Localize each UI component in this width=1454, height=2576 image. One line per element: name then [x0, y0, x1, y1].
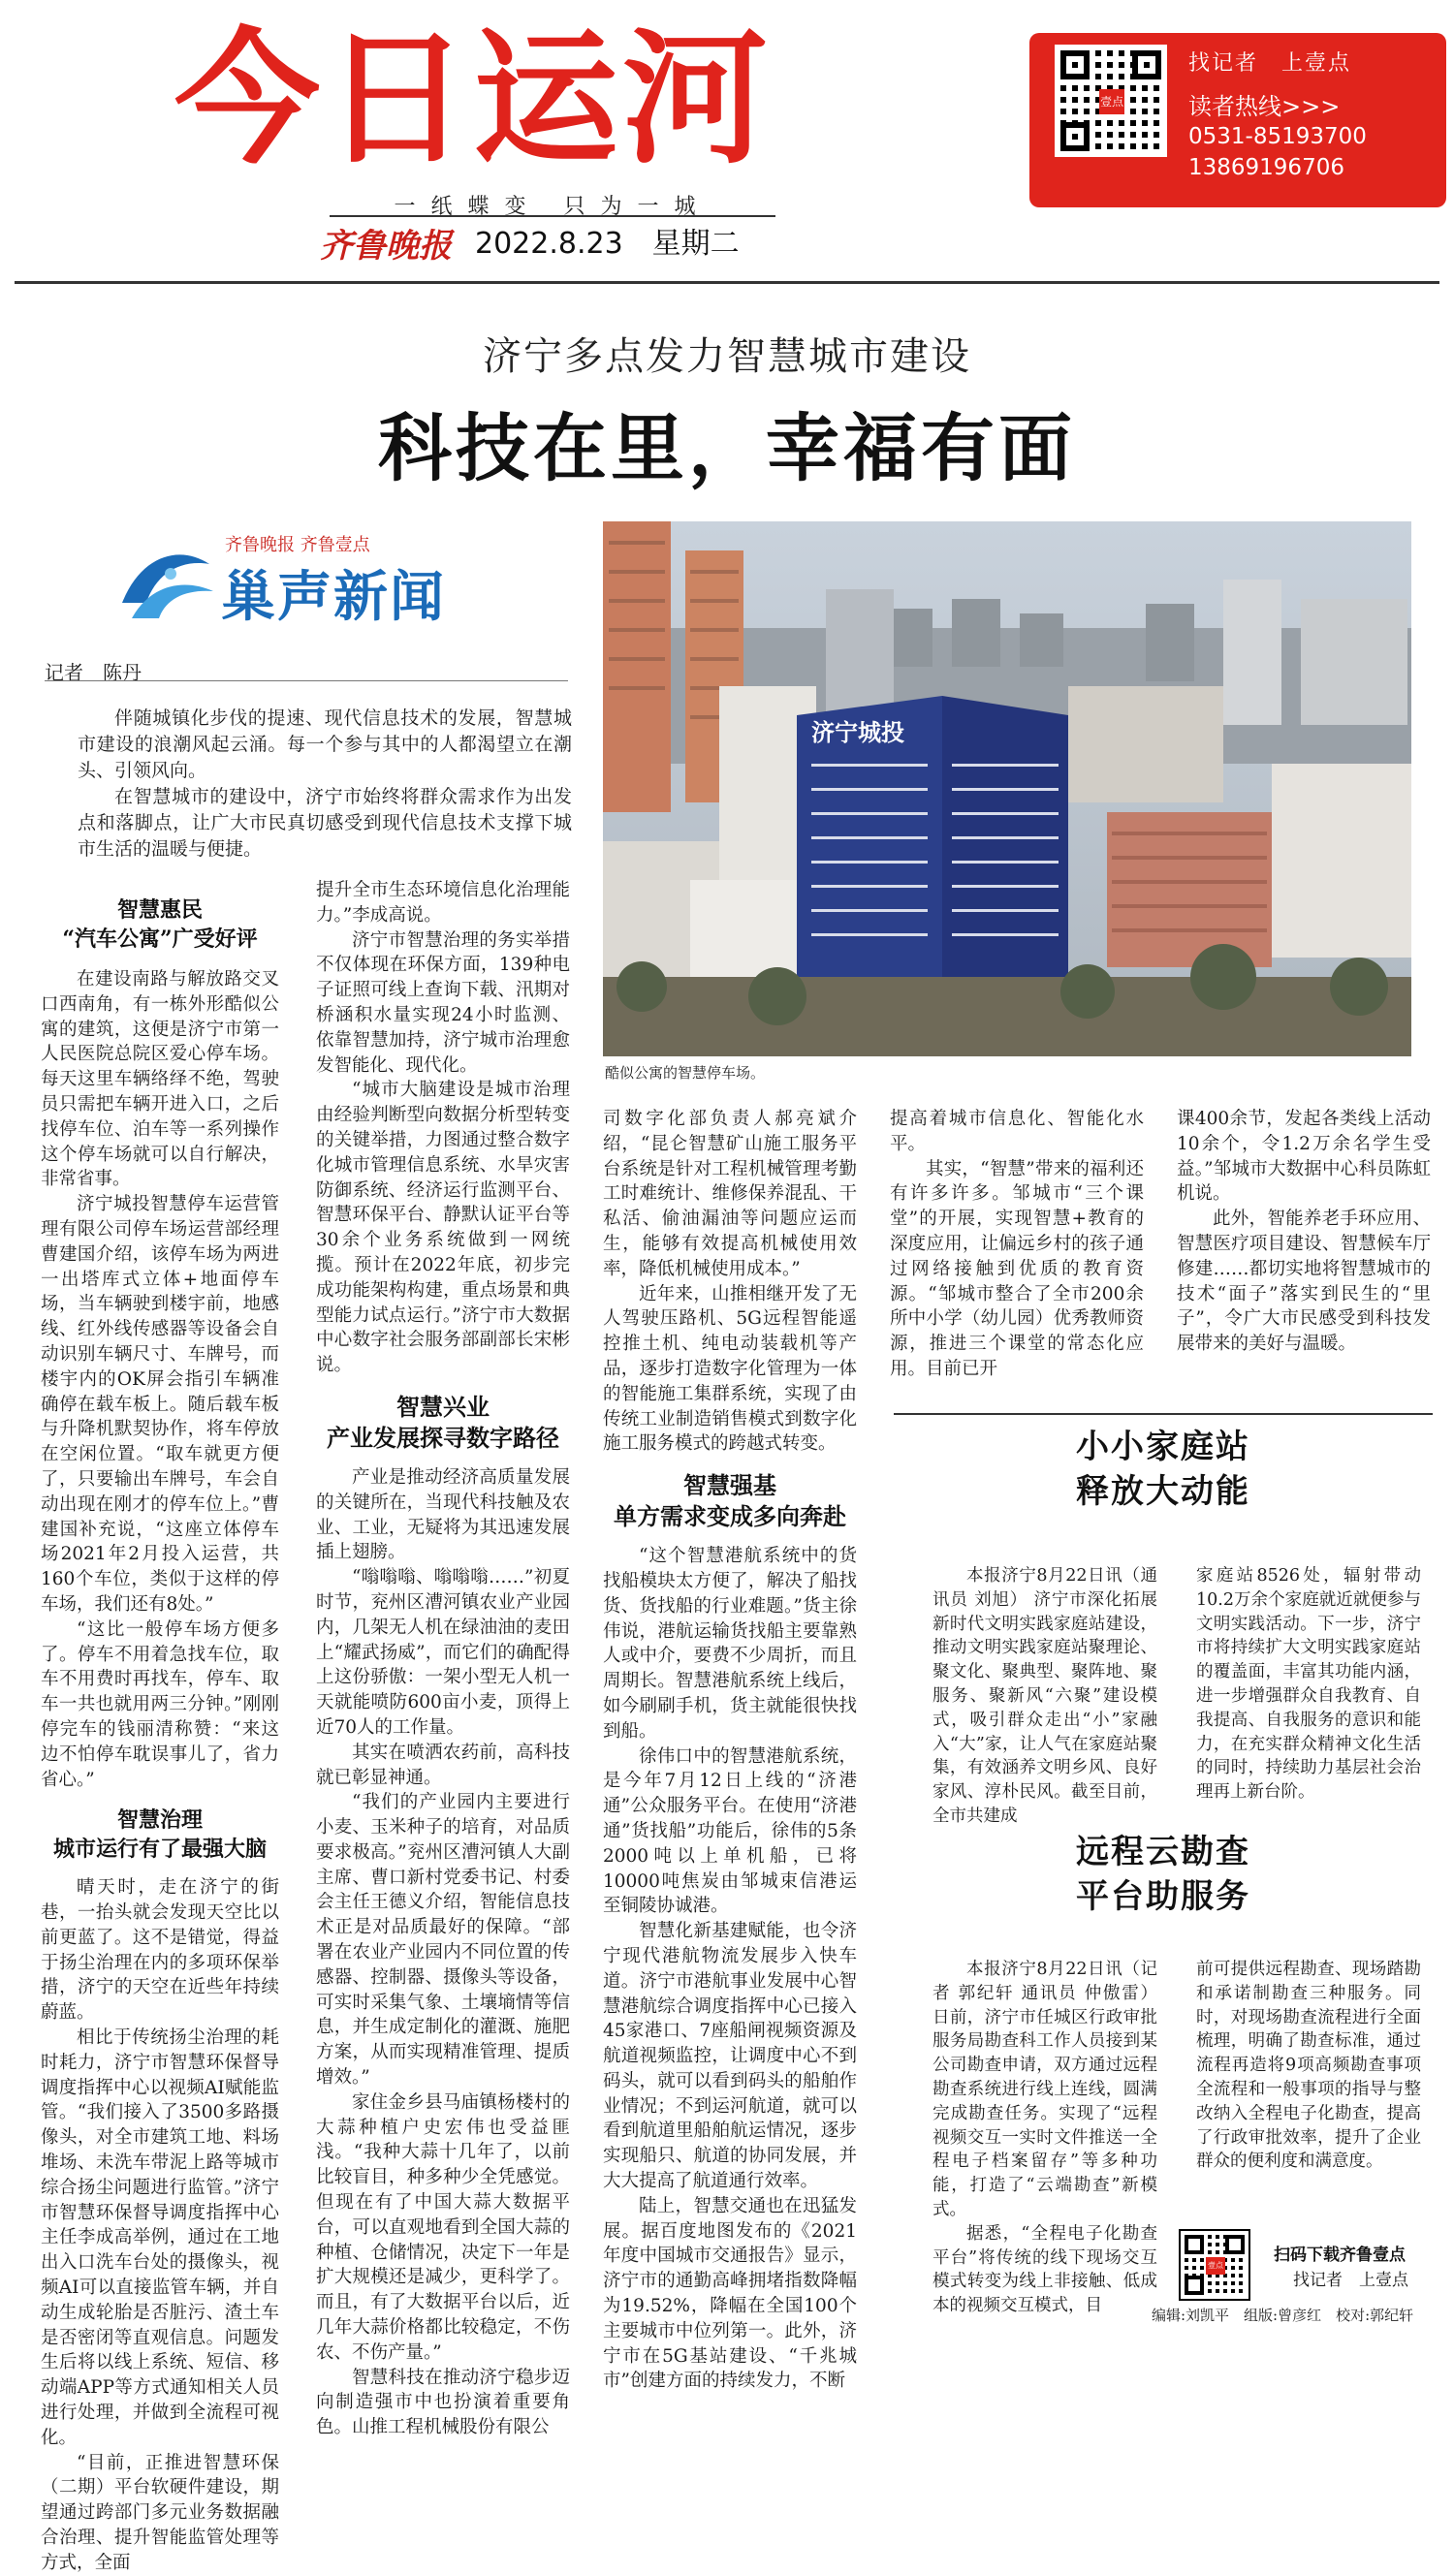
lead-paragraph: 在智慧城市的建设中，济宁市始终将群众需求作为出发点和落脚点，让广大市民真切感受到现代信息技术支撑下城市生活的温暖与便捷。 — [78, 786, 572, 860]
section-subhead — [41, 895, 279, 954]
parking-photo — [603, 521, 1411, 1056]
side2-col-right — [1196, 1958, 1421, 2174]
column-3 — [603, 1107, 857, 2394]
article-paragraph: 济宁市智慧治理的务实举措不仅体现在环保方面，139种电子证照可线上查询下载、汛期对桥涵积水量实现24小时监测、依靠智慧加持，济宁城市治理愈发智能化、现代化。 — [316, 929, 570, 1076]
column-1 — [41, 895, 279, 2576]
side-headline-line: 小小家庭站 — [1076, 1428, 1250, 1466]
article-paragraph: 陆上，智慧交通也在迅猛发展。据百度地图发布的《2021年度中国城市交通报告》显示，济宁市的通勤高峰拥堵指数降幅为19.52%，降幅在全国100个主要城市中位列第一。此外，济宁市在5G基站建设、“千兆城市”创建方面的持续发力，不断 — [603, 2195, 857, 2392]
side2-col-left — [932, 1958, 1157, 2318]
article-paragraph: 前可提供远程勘查、现场踏勘和承诺制勘查三种服务。同时，对现场勘查流程进行全面梳理，明确了勘查标准，通过流程再造将9项高频勘查事项全流程和一般事项的指导与整改纳入全程电子化勘查，提高了行政审批效率，提升了企业群众的便利度和满意度。 — [1196, 1960, 1421, 2172]
article-paragraph: 徐伟口中的智慧港航系统，是今年7月12日上线的“济港通”公众服务平台。在使用“济港通”货找船”功能后，徐伟的5条2000吨以上单机船，已将10000吨焦炭由邹城束信港运至铜陵协诚港。 — [603, 1745, 857, 1917]
masthead-rule — [15, 281, 1439, 284]
column-2 — [316, 878, 570, 2440]
section-subhead — [41, 1806, 279, 1864]
article-paragraph: “这比一般停车场方便多了。停车不用着急找车位，取车不用费时再找车，停车、取车一共也就用两三分钟。”刚刚停完车的钱丽清称赞：“来这边不怕停车耽误事儿了，省力省心。” — [41, 1618, 279, 1790]
subhead-line: 产业发展探寻数字路径 — [327, 1423, 559, 1452]
article-paragraph: 提高着城市信息化、智能化水平。 — [890, 1109, 1144, 1154]
headline-kicker: 济宁多点发力智慧城市建设 — [483, 334, 971, 379]
side-headline-line: 平台助服务 — [1076, 1877, 1250, 1916]
column-logo-name: 巢声新闻 — [221, 566, 446, 629]
subhead-line: 智慧强基 — [683, 1471, 776, 1500]
wave-logo-icon — [112, 535, 219, 628]
article-paragraph: 产业是推动经济高质量发展的关键所在，当现代科技触及农业、工业，无疑将为其迅速发展插上翅膀。 — [316, 1466, 570, 1563]
side1-col-right — [1196, 1564, 1421, 1805]
article-paragraph: “我们的产业园内主要进行小麦、玉米种子的培育，对品质要求极高。”兖州区漕河镇人大副主席、曹口新村党委书记、村委会主任王德义介绍，智能信息技术正是对品质最好的保障。“部署在农业产业园内不同位置的传感器、控制器、摄像头等设备，可实时采集气象、土壤墒情等信息，并生成定制化的灌溉、施肥方案，从而实现精准管理、提质增效。” — [316, 1792, 570, 2089]
column-5 — [1177, 1107, 1431, 1357]
qr-logo: 壹点 — [1206, 2257, 1225, 2275]
hotline-phone-1[interactable]: 0531-85193700 — [1188, 124, 1367, 149]
article-paragraph: 晴天时，走在济宁的街巷，一抬头就会发现天空比以前更蓝了。这不是错觉，得益于扬尘治理在内的多项环保举措，济宁的天空在近些年持续蔚蓝。 — [41, 1877, 279, 2024]
masthead-slogan: 一纸蝶变 只为一城 — [394, 195, 711, 219]
section-subhead — [603, 1470, 857, 1532]
subhead-line: 智慧兴业 — [396, 1392, 490, 1421]
subhead-line: 单方需求变成多向奔赴 — [614, 1502, 846, 1531]
article-paragraph: 相比于传统扬尘治理的耗时耗力，济宁市智慧环保督导调度指挥中心以视频AI赋能监管。“我们接入了3500多路摄像头，对全市建筑工地、料场堆场、未洗车带泥上路等城市综合扬尘问题进行监管。”济宁市智慧环保督导调度指挥中心主任李成高举例，通过在工地出入口洗车台处的摄像头，视频AI可以直接监管车辆，并自动生成轮胎是否脏污、渣土车是否密闭等直观信息。问题发生后将以线上系统、短信、移动端APP等方式通知相关人员进行处理，并做到全流程可视化。 — [41, 2027, 279, 2448]
masthead-title: 今日运河 — [174, 16, 773, 184]
side-headline-line: 远程云勘查 — [1076, 1833, 1250, 1871]
subhead-line: 智慧惠民 — [116, 897, 203, 923]
main-headline: 科技在里，幸福有面 — [378, 405, 1076, 491]
article-paragraph: 在建设南路与解放路交叉口西南角，有一栋外形酷似公寓的建筑，这便是济宁市第一人民医院总院区爱心停车场。每天这里车辆络绎不绝，驾驶员只需把车辆开进入口，之后找停车位、泊车等一系列操作这个停车场就可以自行解决，非常省事。 — [41, 969, 279, 1190]
article-paragraph: 本报济宁8月22日讯（通讯员 刘旭） 济宁市深化拓展新时代文明实践家庭站建设，推动文明实践家庭站聚理论、聚文化、聚典型、聚阵地、聚服务、聚新风“六聚”建设模式，吸引群众走出“小”家融入“大”家，让人气在家庭站聚集，有效涵养文明乡风、良好家风、淳朴民风。截至目前，全市共建成 — [932, 1566, 1157, 1826]
side-headline — [894, 1830, 1433, 1919]
hotline-label: 读者热线>>> — [1188, 93, 1341, 120]
article-paragraph: 家住金乡县马庙镇杨楼村的大蒜种植户史宏伟也受益匪浅。“我种大蒜十几年了，以前比较盲目，种多种少全凭感觉。但现在有了中国大蒜大数据平台，可以直观地看到全国大蒜的种植、仓储情况，决定下一年是扩大规模还是减少，更科学了。而且，有了大数据平台以后，近几年大蒜价格都比较稳定，不伤农、不伤产量。” — [316, 2091, 570, 2363]
subhead-line: 智慧治理 — [116, 1807, 203, 1834]
article-paragraph: 济宁城投智慧停车运营管理有限公司停车场运营部经理曹建国介绍，该停车场为两进一出塔库式立体+地面停车场，当车辆驶到楼宇前，地感线、红外线传感器等设备会自动识别车辆尺寸、车牌号，而楼宇内的OK屏会指引车辆准确停在载车板上。随后载车板与升降机默契协作，将车停放在空闲位置。“取车就更方便了，只要输出车牌号，车会自动出现在刚才的停车位上。”曹建国补充说，“这座立体停车场2021年2月投入运营，共160个车位，类似于这样的停车场，我们还有8处。” — [41, 1194, 279, 1615]
article-paragraph: “目前，正推进智慧环保（二期）平台软硬件建设，期望通过跨部门多元业务数据融合治理、提升智能监管处理等方式，全面 — [41, 2452, 279, 2573]
article-paragraph: 家庭站8526处，辐射带动10.2万余个家庭就近就便参与文明实践活动。下一步，济宁市将持续扩大文明实践家庭站的覆盖面，丰富其功能内涵，进一步增强群众自我教育、自我提高、自我服务的意识和能力，在充实群众精神文化生活的同时，持续助力基层社会治理再上新台阶。 — [1196, 1566, 1421, 1803]
article-paragraph: 其实，“智慧”带来的福利还有许多许多。邹城市“三个课堂”的开展，实现智慧+教育的深度应用，让偏远乡村的孩子通过网络接触到优质的教育资源。“邹城市整合了全市200余所中小学（幼儿园）优秀教师资源，推进三个课堂的常态化应用。目前已开 — [890, 1158, 1144, 1379]
editor-credits: 编辑:刘凯平 组版:曾彦红 校对:郭纪轩 — [1152, 2307, 1414, 2324]
download-qr-icon[interactable] — [1179, 2229, 1250, 2301]
side1-col-left — [932, 1564, 1157, 1829]
article-paragraph: 据悉，“全程电子化勘查平台”将传统的线下现场交互模式转变为线上非接触、低成本的视频交互模式，目 — [932, 2223, 1157, 2316]
article-paragraph: 本报济宁8月22日讯（记者 郭纪轩 通讯员 仲傲雷） 日前，济宁市任城区行政审批服务局勘查科工作人员接到某公司勘查申请，双方通过远程勘查系统进行线上连线，圆满完成勘查任务。实现了“远程视频交互一实时文件推送一全程电子档案留存”等多种功能，打造了“云端勘查”新模式。 — [932, 1960, 1157, 2219]
logo-brand: 齐鲁晚报 齐鲁壹点 — [225, 535, 370, 555]
issue-date: 2022.8.23 星期二 — [475, 227, 740, 261]
subhead-line: “汽车公寓”广受好评 — [62, 927, 258, 952]
article-paragraph: 其实在喷洒农药前，高科技就已彰显神通。 — [316, 1742, 570, 1788]
side-divider — [894, 1413, 1433, 1415]
article-paragraph: 司数字化部负责人郝亮斌介绍，“昆仑智慧矿山施工服务平台系统是针对工程机械管理考勤工时难统计、维修保养混乱、干私活、偷油漏油等问题应运而生，能够有效提高机械使用效率，降低机械使用成本。” — [603, 1109, 857, 1279]
section-subhead — [316, 1392, 570, 1454]
side-headline — [894, 1425, 1433, 1514]
download-subcaption: 找记者 上壹点 — [1293, 2271, 1408, 2290]
article-paragraph: 智慧科技在推动济宁稳步迈向制造强市中也扮演着重要角色。山推工程机械股份有限公 — [316, 2367, 570, 2438]
photo-caption: 酷似公寓的智慧停车场。 — [605, 1064, 766, 1082]
building-sign: 济宁城投 — [811, 719, 904, 746]
article-paragraph: “城市大脑建设是城市治理由经验判断型向数据分析型转变的关键举措，力图通过整合数字化城市管理信息系统、水旱灾害防御系统、经济运行监测平台、智慧环保平台、静默认证平台等30余个业务系统做到一网统揽。预计在2022年底，初步完成功能架构构建，重点场景和典型能力试点运行。”济宁市大数据中心数字社会服务部副部长宋彬说。 — [316, 1080, 570, 1376]
lead-paragraphs — [78, 706, 572, 863]
hotline-phone-2[interactable]: 13869196706 — [1188, 155, 1344, 180]
article-paragraph: 此外，智能养老手环应用、智慧医疗项目建设、智慧候车厅修建……都切实地将智慧城市的技术“面子”落实到民生的“里子”，令广大市民感受到科技发展带来的美好与温暖。 — [1177, 1209, 1431, 1355]
article-paragraph: 课400余节，发起各类线上活动10余个，令1.2万余名学生受益。”邹城市大数据中心科员陈虹机说。 — [1177, 1109, 1431, 1205]
article-paragraph: “嗡嗡嗡、嗡嗡嗡……”初夏时节，兖州区漕河镇农业产业园内，几架无人机在绿油油的麦田上“耀武扬威”，而它们的确配得上这份骄傲：一架小型无人机一天就能喷防600亩小麦，顶得上近70人的工作量。 — [316, 1567, 570, 1738]
article-paragraph: 近年来，山推相继开发了无人驾驶压路机、5G远程智能遥控推土机、纯电动装载机等产品，逐步打造数字化管理为一体的智能施工集群系统，实现了由传统工业制造销售模式到数字化施工服务模式的跨越式转变。 — [603, 1283, 857, 1455]
column-4 — [890, 1107, 1144, 1382]
subhead-line: 城市运行有了最强大脑 — [52, 1837, 267, 1863]
qr-logo: 壹点 — [1099, 89, 1124, 114]
byline: 记者 陈丹 — [45, 661, 142, 684]
byline-rule — [45, 680, 568, 681]
side-headline-line: 释放大动能 — [1076, 1472, 1250, 1511]
article-paragraph: 智慧化新基建赋能，也令济宁现代港航物流发展步入快车道。济宁市港航事业发展中心智慧港航综合调度指挥中心已接入45家港口、7座船闸视频资源及航道视频监控，让调度中心不到码头，就可以看到码头的船舶作业情况；不到运河航道，就可以看到航道里船舶航运情况，逐步实现船只、航道的协同发展，并大大提高了航道通行效率。 — [603, 1921, 857, 2192]
download-caption: 扫码下载齐鲁壹点 — [1274, 2246, 1406, 2265]
article-paragraph: “这个智慧港航系统中的货找船模块太方便了，解决了船找货、货找船的行业难题。”货主徐伟说，港航运输货找船主要靠熟人或中介，要费不少周折，而且周期长。智慧港航系统上线后，如今刷刷手机，货主就能很快找到船。 — [603, 1546, 857, 1742]
lead-paragraph: 伴随城镇化步伐的提速、现代信息技术的发展，智慧城市建设的浪潮风起云涌。每一个参与其中的人都渴望立在潮头、引领风向。 — [78, 707, 572, 781]
slogan-divider — [330, 215, 775, 217]
paper-name: 齐鲁晚报 — [320, 227, 452, 266]
qr-code-icon[interactable] — [1055, 45, 1167, 157]
contact-line: 找记者 上壹点 — [1188, 51, 1352, 76]
article-paragraph: 提升全市生态环境信息化治理能力。”李成高说。 — [316, 880, 570, 926]
